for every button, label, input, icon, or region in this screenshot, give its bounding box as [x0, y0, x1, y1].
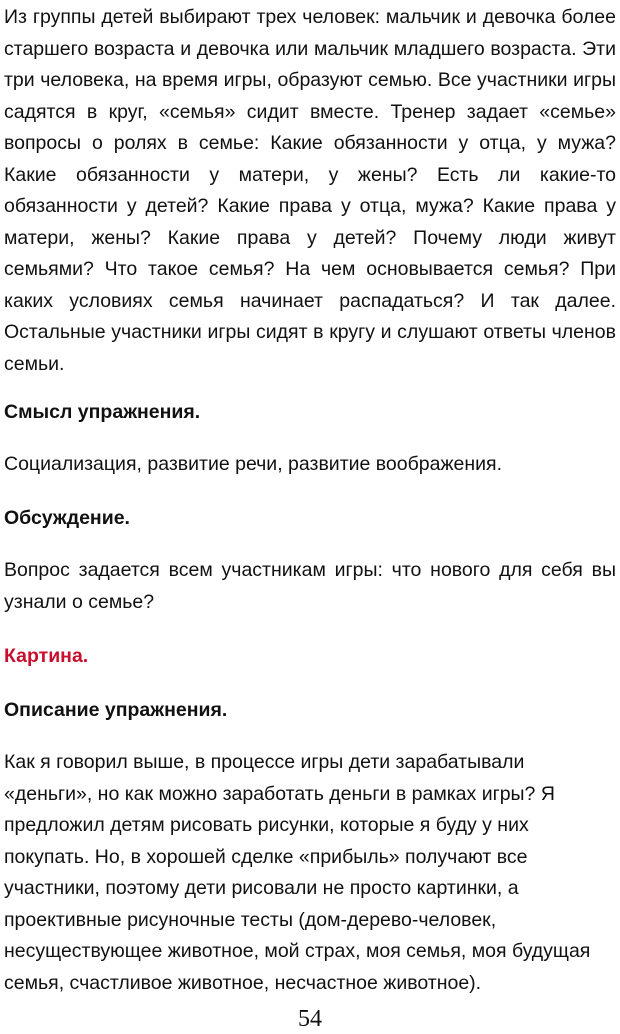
meaning-text: Социализация, развитие речи, развитие воображения.: [4, 453, 502, 475]
page-number: 54: [298, 1006, 322, 1032]
meaning-heading: Смысл упражнения.: [4, 401, 201, 423]
discussion-heading: Обсуждение.: [4, 507, 130, 529]
description-text: Как я говорил выше, в процессе игры дети зарабатывали «деньги», но как можно заработать деньги в рамках игры? Я предложил детям рисовать рисунки, которые я буду у них покупать. Но, в хорошей сделке «прибыль» получают все участники, поэтому дети рисовали не просто картинки, а проективные рисуночные тесты (дом-дерево-человек, несуществующее животное, мой страх, моя семья, моя будущая семья, счастливое животное, несчастное животное).: [4, 751, 591, 994]
intro-paragraph: Из группы детей выбирают трех человек: мальчик и девочка более старшего возраста и девочка или мальчик младшего возраста. Эти три человека, на время игры, образуют семью. Все участники игры садятся в круг, «семья» сидит вместе. Тренер задает «семье» вопросы о ролях в семье: Какие обязанности у отца, у мужа? Какие обязанности у матери, у жены? Есть ли какие-то обязанности у детей? Какие права у отца, мужа? Какие права у матери, жены? Какие права у детей? Почему люди живут семьями? Что такое семья? На чем основывается семья? При каких условиях семья начинает распадаться? И так далее. Остальные участники игры сидят в кругу и слушают ответы членов семьи.: [4, 6, 616, 375]
description-heading: Описание упражнения.: [4, 699, 228, 721]
discussion-text: Вопрос задается всем участникам игры: что нового для себя вы узнали о семье?: [4, 559, 616, 613]
picture-heading: Картина.: [4, 645, 89, 667]
